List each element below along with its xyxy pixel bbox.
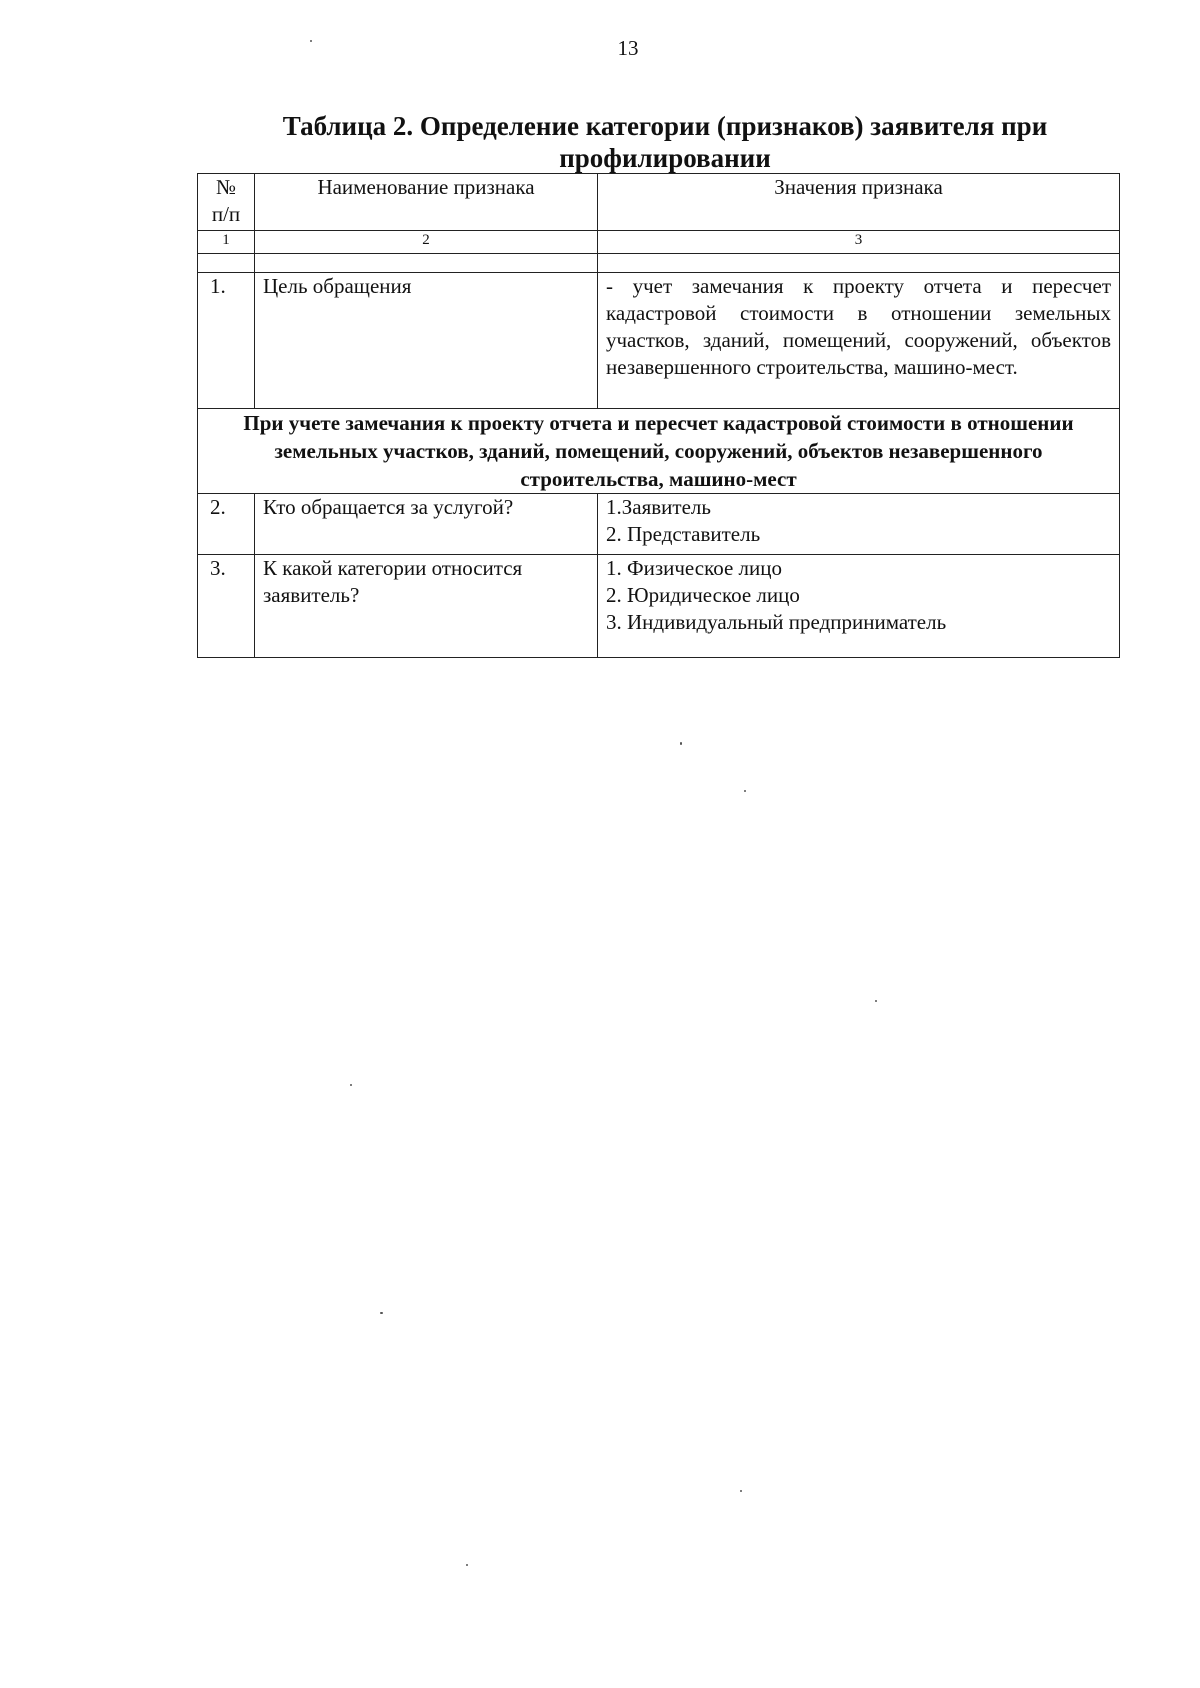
- value-item: 2. Юридическое лицо: [606, 583, 800, 607]
- header-name: Наименование признака: [255, 174, 598, 231]
- scan-speck: [680, 742, 682, 745]
- value-item: 1. Физическое лицо: [606, 556, 783, 580]
- scan-speck: [744, 790, 746, 792]
- table-row: [198, 555, 1120, 658]
- value-item: 3. Индивидуальный предприниматель: [606, 610, 947, 634]
- row-values: - учет замечания к проекту отчета и пересчет кадастровой стоимости в отношении земельных участков, зданий, помещений, сооружений, объектов незавершенного строительства, машино-мест.: [598, 273, 1120, 409]
- row-name: Кто обращается за услугой?: [255, 494, 598, 555]
- column-number-row: [198, 231, 1120, 254]
- page-number: 13: [617, 36, 639, 60]
- row-name: К какой категории относится заявитель?: [255, 555, 598, 658]
- scan-speck: [350, 1084, 352, 1086]
- value-item: 1.Заявитель: [606, 495, 711, 519]
- header-values: Значения признака: [598, 174, 1120, 231]
- column-number: 3: [598, 231, 1120, 254]
- column-number: 2: [255, 231, 598, 254]
- section-header: При учете замечания к проекту отчета и пересчет кадастровой стоимости в отношении земельных участков, зданий, помещений, сооружений, объектов незавершенного строительства, машино-мест: [198, 409, 1120, 494]
- table-title: Таблица 2. Определение категории (признаков) заявителя при профилировании: [282, 111, 1048, 173]
- row-number: 3.: [198, 555, 255, 658]
- row-name: Цель обращения: [255, 273, 598, 409]
- row-number: 1.: [198, 273, 255, 409]
- table-row: [198, 273, 1120, 409]
- scan-speck: [380, 1312, 383, 1314]
- scan-speck: [740, 1490, 742, 1492]
- value-item: 2. Представитель: [606, 522, 761, 546]
- row-values: [598, 494, 1120, 555]
- header-number: № п/п: [198, 174, 255, 231]
- column-number: 1: [198, 231, 255, 254]
- scan-speck: [875, 1000, 877, 1002]
- scan-speck: [466, 1564, 468, 1566]
- row-values: [598, 555, 1120, 658]
- criteria-table: [197, 173, 1120, 658]
- scan-speck: [310, 40, 312, 42]
- section-header-row: [198, 409, 1120, 494]
- table-header-row: [198, 174, 1120, 231]
- spacer-row: [198, 254, 1120, 273]
- table-row: [198, 494, 1120, 555]
- row-number: 2.: [198, 494, 255, 555]
